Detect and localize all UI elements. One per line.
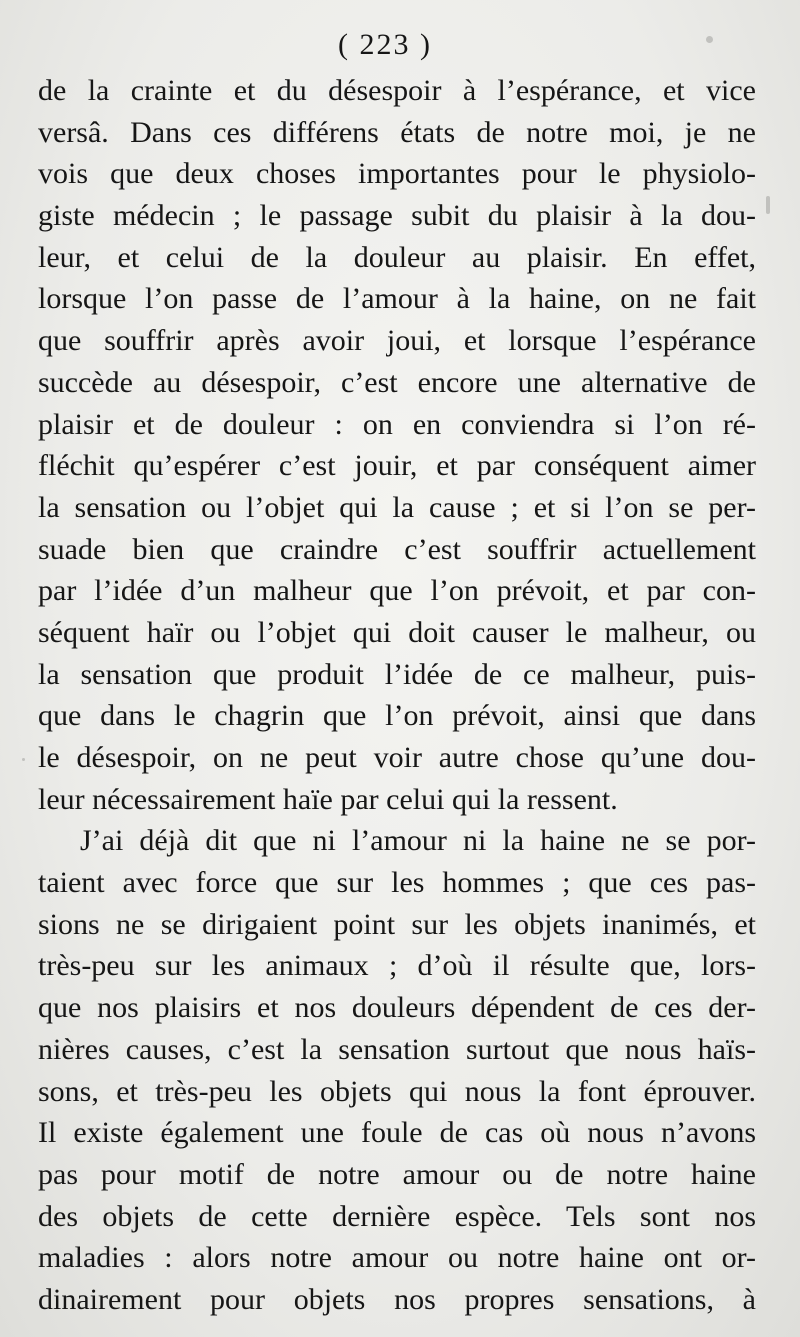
text-line: lorsque l’on passe de l’amour à la haine, on ne fait [38, 282, 756, 316]
text-line: pas pour motif de notre amour ou de notre haine [38, 1157, 756, 1191]
text-line: le désespoir, on ne peut voir autre chose qu’une dou- [38, 741, 756, 774]
text-line: que souffrir après avoir joui, et lorsque l’espérance [38, 324, 756, 358]
text-line: Il existe également une foule de cas où nous n’avons [38, 1116, 756, 1150]
text-line: leur nécessairement haïe par celui qui la ressent. [38, 782, 618, 816]
paper-speck [766, 196, 770, 214]
body-text [38, 70, 756, 1321]
text-line: giste médecin ; le passage subit du plaisir à la dou- [38, 199, 756, 233]
text-line: par l’idée d’un malheur que l’on prévoit, et par con- [38, 574, 756, 608]
text-line: maladies : alors notre amour ou notre haine ont or- [38, 1241, 756, 1275]
text-line: séquent haïr ou l’objet qui doit causer le malheur, ou [38, 615, 756, 649]
text-line: J’ai déjà dit que ni l’amour ni la haine ne se por- [80, 824, 756, 858]
text-line: fléchit qu’espérer c’est jouir, et par conséquent aimer [38, 449, 756, 483]
text-line: très-peu sur les animaux ; d’où il résulte que, lors- [38, 949, 756, 983]
text-line: sons, et très-peu les objets qui nous la font éprouver. [38, 1074, 756, 1108]
text-line: leur, et celui de la douleur au plaisir. En effet, [38, 240, 756, 274]
text-line: des objets de cette dernière espèce. Tels sont nos [38, 1199, 756, 1233]
text-line: que nos plaisirs et nos douleurs dépendent de ces der- [38, 991, 756, 1025]
text-line: la sensation ou l’objet qui la cause ; et si l’on se per- [38, 490, 756, 524]
paper-speck [22, 758, 25, 761]
paper-speck [706, 36, 713, 43]
text-line: de la crainte et du désespoir à l’espérance, et vice [38, 74, 756, 107]
text-line: versâ. Dans ces différens états de notre moi, je ne [38, 115, 756, 149]
text-line: la sensation que produit l’idée de ce malheur, puis- [38, 657, 756, 691]
text-line: succède au désespoir, c’est encore une alternative de [38, 365, 756, 399]
text-line: vois que deux choses importantes pour le physiolo- [38, 157, 756, 191]
text-line: suade bien que craindre c’est souffrir actuellement [38, 532, 756, 566]
text-line: nières causes, c’est la sensation surtout que nous haïs- [38, 1032, 756, 1066]
text-line: taient avec force que sur les hommes ; que ces pas- [38, 866, 756, 900]
text-line: sions ne se dirigaient point sur les objets inanimés, et [38, 907, 756, 941]
text-line: dinairement pour objets nos propres sensations, à [38, 1282, 756, 1316]
page-number: ( 223 ) [338, 28, 432, 61]
text-line: plaisir et de douleur : on en conviendra si l’on ré- [38, 407, 756, 441]
text-line: que dans le chagrin que l’on prévoit, ainsi que dans [38, 699, 756, 733]
